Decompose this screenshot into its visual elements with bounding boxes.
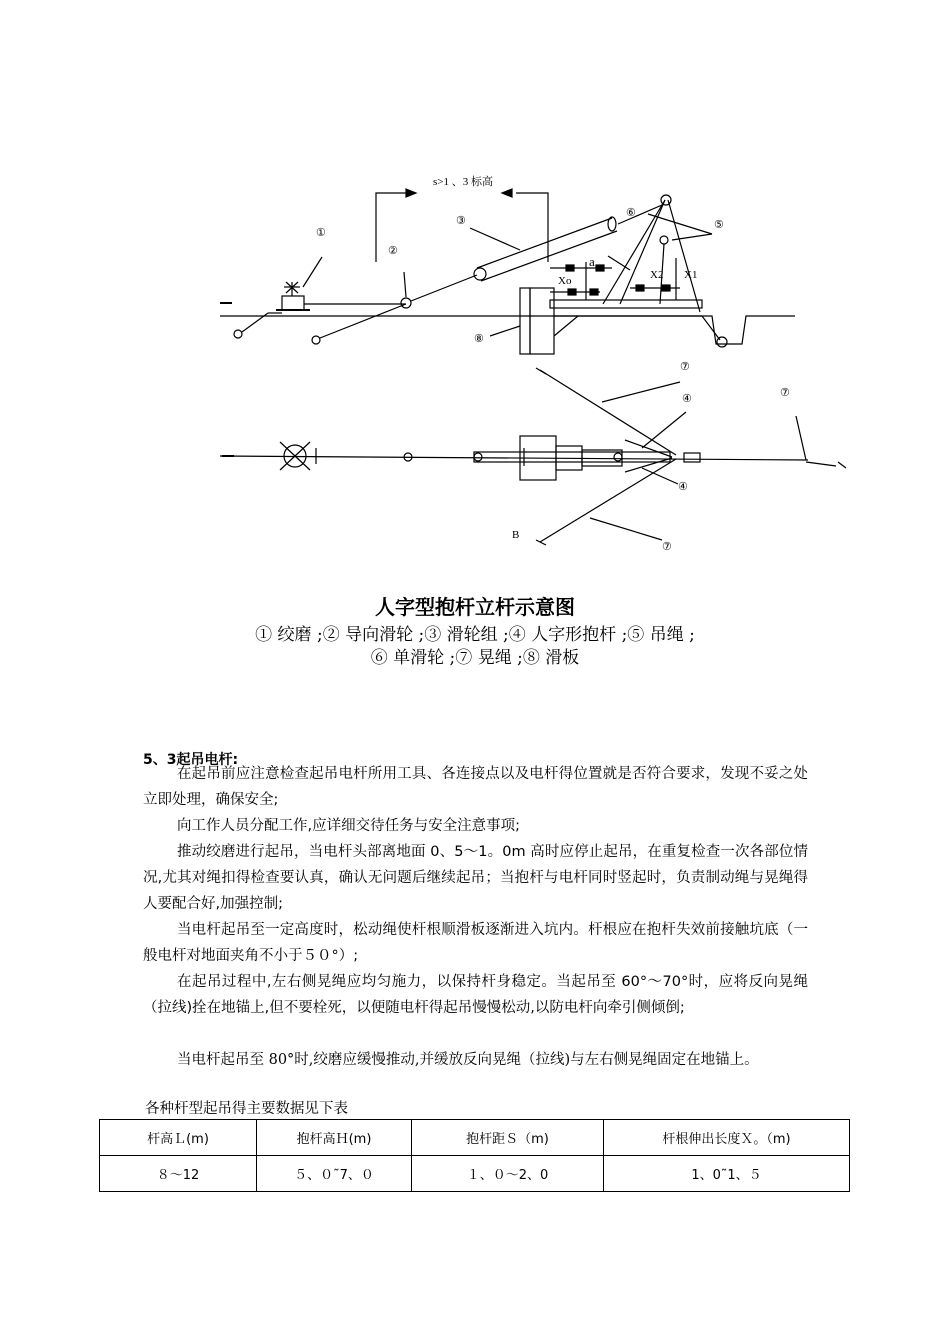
marker-4-a: ④ bbox=[682, 393, 692, 405]
marker-8: ⑧ bbox=[474, 333, 484, 345]
winch-icon bbox=[276, 282, 310, 310]
header-root-extension: 杆根伸出长度Ｘ。（m) bbox=[604, 1120, 850, 1156]
pole-erection-diagram bbox=[0, 0, 950, 580]
paragraph: 向工作人员分配工作,应详细交待任务与安全注意事项; bbox=[177, 818, 520, 834]
figure-legend-line-1: ① 绞磨 ;② 导向滑轮 ;③ 滑轮组 ;④ 人字形抱杆 ;⑤ 吊绳 ; bbox=[255, 625, 695, 645]
header-gin-pole-distance: 抱杆距Ｓ（m) bbox=[412, 1120, 604, 1156]
table-cell: 1、0˜1、５ bbox=[604, 1156, 850, 1192]
marker-7-c: ⑦ bbox=[662, 541, 672, 553]
table-caption: 各种杆型起吊得主要数据见下表 bbox=[145, 1101, 348, 1117]
marker-1: ① bbox=[316, 227, 326, 239]
marker-6: ⑥ bbox=[626, 207, 636, 219]
marker-3: ③ bbox=[456, 215, 466, 227]
dim-a-label: a bbox=[589, 254, 595, 269]
marker-5: ⑤ bbox=[714, 219, 724, 231]
marker-7-b: ⑦ bbox=[780, 387, 790, 399]
lifting-data-table bbox=[99, 1119, 850, 1192]
table-cell: ５、０˜7、０ bbox=[257, 1156, 412, 1192]
dim-x0-label: Xo bbox=[558, 275, 572, 287]
gin-pole bbox=[603, 195, 700, 312]
elevation-view bbox=[220, 189, 795, 354]
marker-4-b: ④ bbox=[678, 481, 688, 493]
paragraph: 当电杆起吊至 80°时,绞磨应缓慢推动,并缓放反向晃绳（拉线)与左右侧晃绳固定在地锚上。 bbox=[177, 1052, 759, 1068]
marker-7-a: ⑦ bbox=[680, 361, 690, 373]
table-cell: １、０～2、0 bbox=[412, 1156, 604, 1192]
figure-legend-line-2: ⑥ 单滑轮 ;⑦ 晃绳 ;⑧ 滑板 bbox=[370, 648, 580, 668]
paragraph: 在起吊前应注意检查起吊电杆所用工具、各连接点以及电杆得位置就是否符合要求，发现不妥之处立即处理，确保安全; bbox=[143, 766, 808, 808]
plan-view bbox=[220, 368, 846, 545]
table-cell: ８～12 bbox=[100, 1156, 257, 1192]
section-heading: 5、3起吊电杆: bbox=[143, 752, 239, 768]
point-b-label: B bbox=[512, 529, 520, 541]
header-pole-height: 杆高Ｌ(m) bbox=[100, 1120, 257, 1156]
figure-title: 人字型抱杆立杆示意图 bbox=[375, 595, 575, 619]
paragraph: 在起吊过程中,左右侧晃绳应均匀施力，以保持杆身稳定。当起吊至 60°～70°时，应将反向晃绳（拉线)拴在地锚上,但不要栓死，以便随电杆得起吊慢慢松动,以防电杆向牵引侧倾倒; bbox=[143, 974, 808, 1016]
paragraph: 当电杆起吊至一定高度时，松动绳使杆根顺滑板逐渐进入坑内。杆根应在抱杆失效前接触坑底（一般电杆对地面夹角不小于５０°）; bbox=[143, 922, 808, 964]
dim-x2-label: X2 bbox=[650, 269, 664, 281]
guide-pulley-icon bbox=[401, 298, 411, 308]
dim-x1-label: X1 bbox=[684, 269, 698, 281]
table-header-row bbox=[100, 1120, 850, 1156]
header-gin-pole-height: 抱杆高Ｈ(m) bbox=[257, 1120, 412, 1156]
paragraph: 推动绞磨进行起吊，当电杆头部离地面 0、5～1。0m 高时应停止起吊，在重复检查一次各部位情况,尤其对绳扣得检查要认真，确认无问题后继续起吊；当抱杆与电杆同时竖起时，负责制动绳与晃绳得人要配合好,加强控制; bbox=[143, 844, 808, 912]
table-row bbox=[100, 1156, 850, 1192]
dimension-label: s>1 、3 标高 bbox=[433, 176, 493, 188]
marker-2: ② bbox=[388, 245, 398, 257]
